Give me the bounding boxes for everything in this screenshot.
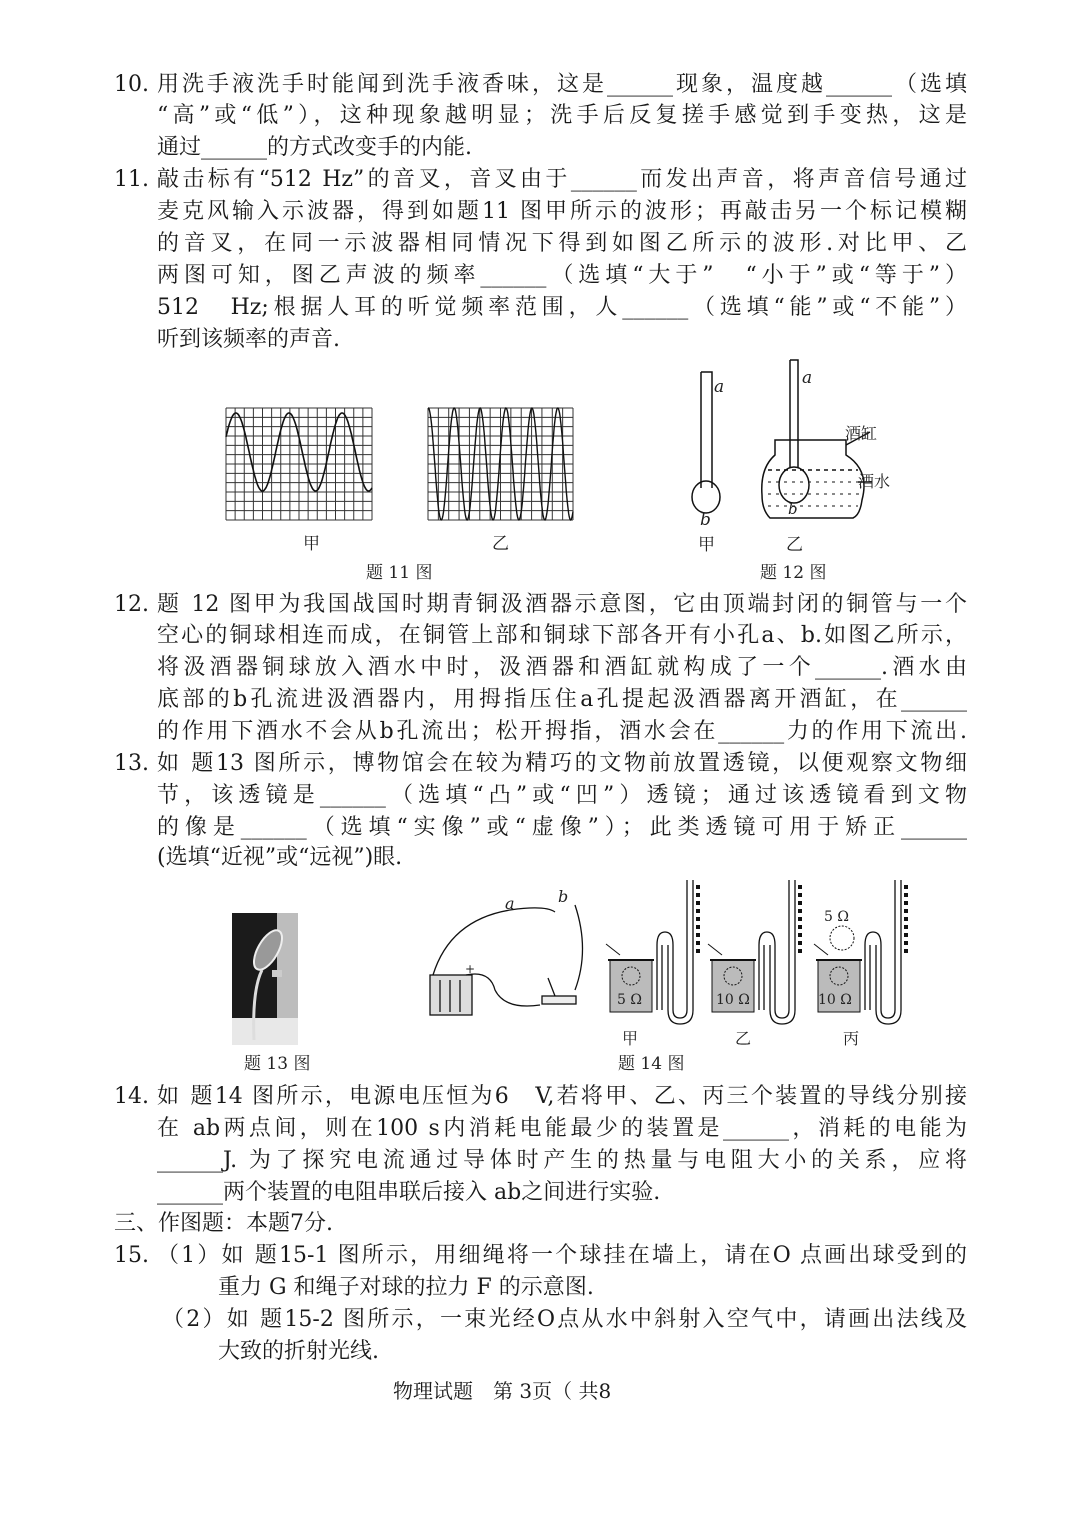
q10-line: 通过______的方式改变手的内能. — [157, 135, 472, 160]
q13-line: (选填“近视”或“远视”)眼. — [157, 845, 403, 870]
resistor-label: 5 Ω — [617, 992, 642, 1008]
q11-line: 两图可知，图乙声波的频率______（选填“大于” “小于”或“等于”） — [157, 263, 967, 288]
q10-line: “高”或“低”），这种现象越明显；洗手后反复搓手感觉到手变热，这是 — [157, 103, 967, 128]
circuit — [430, 905, 583, 1015]
fig12-label-jia: 甲 — [698, 535, 715, 555]
extra-resistor-label: 5 Ω — [824, 909, 849, 925]
q14-line: ______J. 为了探究电流通过导体时产生的热量与电阻大小的关系，应将 — [157, 1148, 967, 1173]
question-number: 13. — [114, 751, 149, 776]
wine-label: 酒水 — [858, 472, 891, 491]
page-footer: 物理试题 第 3页（ 共8 — [393, 1379, 612, 1403]
q13-line: 节，该透镜是______（选填“凸”或“凹”）透镜；通过该透镜看到文物 — [157, 783, 967, 808]
q13-line: 的像是______（选填“实像”或“虚像”）；此类透镜可用于矫正______ — [157, 815, 967, 840]
q11-line: 的音叉，在同一示波器相同情况下得到如图乙所示的波形.对比甲、乙 — [157, 231, 967, 256]
fig11-caption: 题 11 图 — [366, 563, 433, 583]
fig12-caption: 题 12 图 — [760, 563, 827, 583]
q12-line: 题 12 图甲为我国战国时期青铜汲酒器示意图，它由顶端封闭的铜管与一个 — [157, 592, 967, 617]
q12-line: 的作用下酒水不会从b孔流出；松开拇指，酒水会在______力的作用下流出. — [157, 719, 967, 744]
q15-line: 大致的折射光线. — [218, 1339, 379, 1364]
point-b-label: b — [558, 887, 569, 906]
q12-line: 将汲酒器铜球放入酒水中时，汲酒器和酒缸就构成了一个______.酒水由 — [157, 655, 967, 680]
q13-line: 如 题13 图所示，博物馆会在较为精巧的文物前放置透镜，以便观察文物细 — [157, 751, 967, 776]
q11-line: 512 Hz;根据人耳的听觉频率范围，人______（选填“能”或“不能”） — [157, 295, 967, 320]
fig11-label-jia: 甲 — [303, 534, 320, 554]
q15-line: （2）如 题15-2 图所示，一束光经O点从水中斜射入空气中，请画出法线及 — [162, 1307, 967, 1332]
hole-b-label-yi: b — [788, 500, 798, 518]
hole-a-label: a — [714, 377, 725, 397]
hole-b-label: b — [700, 510, 711, 530]
point-a-label: a — [505, 894, 515, 913]
question-number: 15. — [114, 1243, 149, 1268]
q15-line: （1）如 题15-1 图所示，用细绳将一个球挂在墙上，请在O 点画出球受到的 — [157, 1243, 967, 1268]
q11-line: 听到该频率的声音. — [157, 327, 340, 352]
q12-line: 底部的b孔流进汲酒器内，用拇指压住a孔提起汲酒器离开酒缸，在______ — [157, 687, 967, 712]
q11-line: 麦克风输入示波器，得到如题11 图甲所示的波形；再敲击另一个标记模糊 — [157, 199, 967, 224]
battery-plus-label: + — [465, 962, 476, 976]
device-label-jia: 甲 — [622, 1029, 639, 1048]
question-number: 10. — [114, 72, 149, 97]
fig12-label-yi: 乙 — [786, 535, 803, 555]
fig14-caption: 题 14 图 — [618, 1054, 685, 1074]
q14-line: ______两个装置的电阻串联后接入 ab之间进行实验. — [157, 1180, 661, 1205]
fig13-caption: 题 13 图 — [244, 1054, 311, 1074]
question-number: 14. — [114, 1084, 149, 1109]
section-heading: 三、作图题：本题7分. — [114, 1211, 333, 1236]
question-number: 11. — [114, 167, 149, 192]
device-label-bing: 丙 — [843, 1029, 860, 1048]
fig11-label-yi: 乙 — [492, 534, 509, 554]
magnifier-photo — [232, 913, 298, 1045]
q14-line: 在 ab两点间，则在100 s内消耗电能最少的装置是______，消耗的电能为 — [157, 1116, 967, 1141]
q11-line: 敲击标有“512 Hz”的音叉，音叉由于______而发出声音，将声音信号通过 — [157, 167, 967, 192]
q10-line: 用洗手液洗手时能闻到洗手液香味，这是______现象，温度越______（选填 — [157, 72, 967, 97]
q14-line: 如 题14 图所示，电源电压恒为6 V,若将甲、乙、丙三个装置的导线分别接 — [157, 1084, 967, 1109]
resistor-label: 10 Ω — [716, 992, 750, 1008]
q15-line: 重力 G 和绳子对球的拉力 F 的示意图. — [218, 1275, 594, 1300]
jar-label: 酒缸 — [845, 424, 878, 443]
q12-line: 空心的铜球相连而成，在铜管上部和铜球下部各开有小孔a、b.如图乙所示， — [157, 623, 967, 648]
device-label-yi: 乙 — [735, 1029, 752, 1048]
hole-a-label-yi: a — [802, 368, 813, 388]
resistor-label: 10 Ω — [818, 992, 852, 1008]
question-number: 12. — [114, 592, 149, 617]
